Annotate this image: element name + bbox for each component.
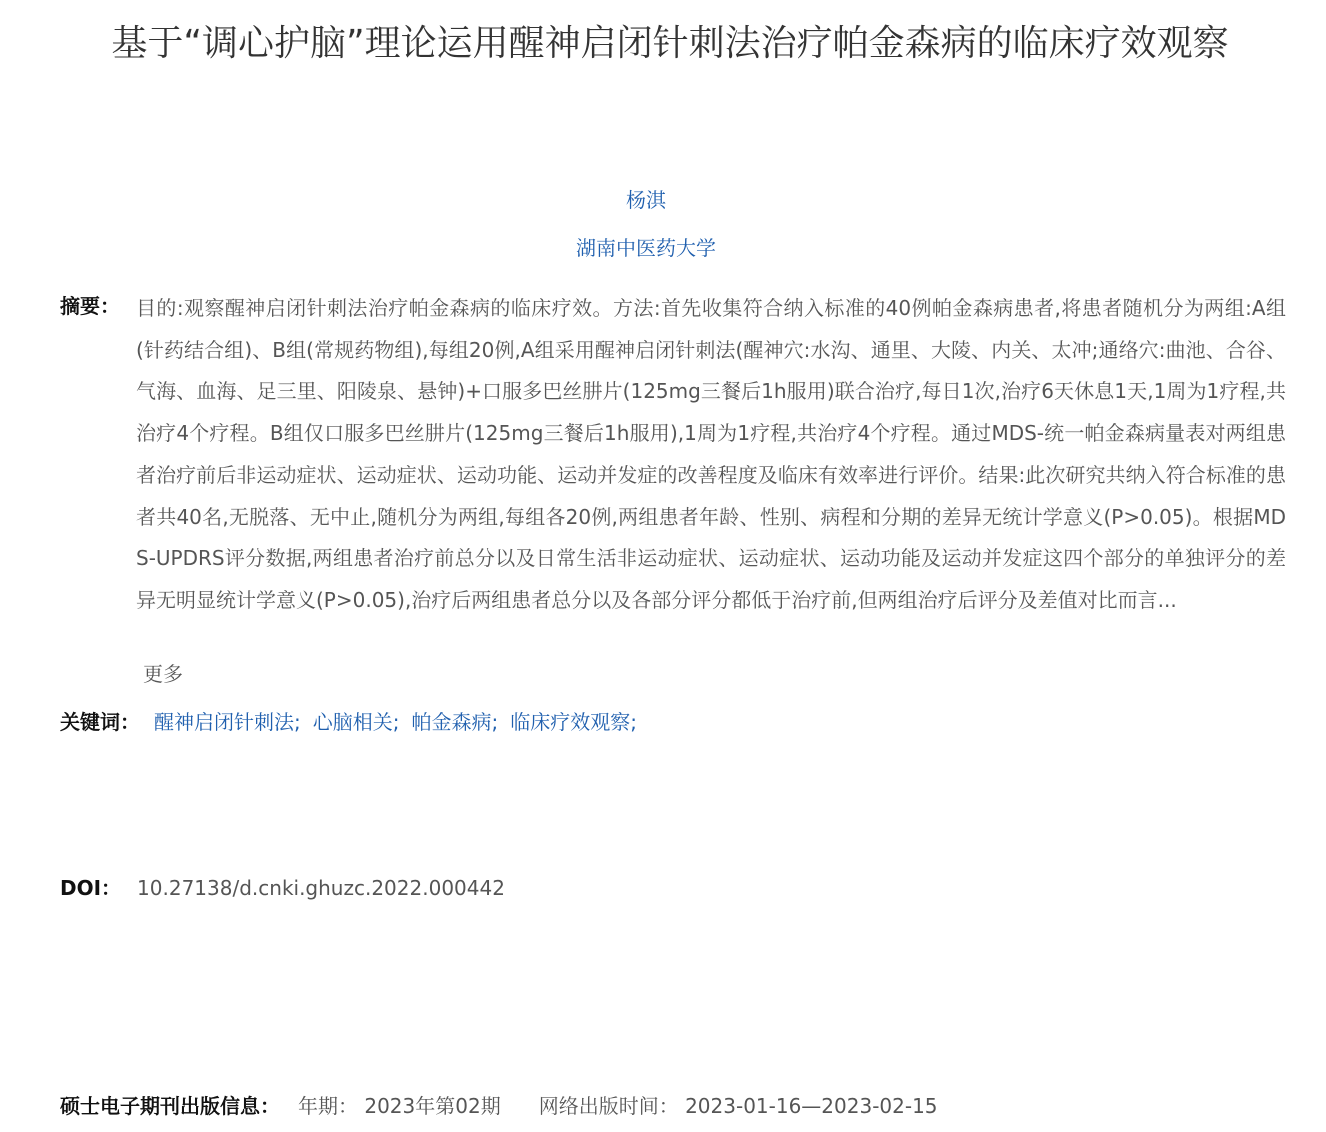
publication-info-row (60, 1090, 938, 1122)
doi-label: DOI： (60, 876, 122, 900)
abstract-text: 目的:观察醒神启闭针刺法治疗帕金森病的临床疗效。方法:首先收集符合纳入标准的40例帕金森病患者,将患者随机分为两组:A组(针药结合组)、B组(常规药物组),每组20例,A组采用醒神启闭针刺法(醒神穴:水沟、通里、大陵、内关、太冲;通络穴:曲池、合谷、气海、血海、足三里、阳陵泉、悬钟)+口服多巴丝肼片(125mg三餐后1h服用)联合治疗,每日1次,治疗6天休息1天,1周为1疗程,共治疗4个疗程。B组仅口服多巴丝肼片(125mg三餐后1h服用),1周为1疗程,共治疗4个疗程。通过MDS-统一帕金森病量表对两组患者治疗前后非运动症状、运动症状、运动功能、运动并发症的改善程度及临床有效率进行评价。结果:此次研究共纳入符合标准的患者共40名,无脱落、无中止,随机分为两组,每组各20例,两组患者年龄、性别、病程和分期的差异无统计学意义(P>0.05)。根据MDS-UPDRS评分数据,两组患者治疗前总分以及日常生活非运动症状、运动症状、运动功能及运动并发症这四个部分的单独评分的差异无明显统计学意义(P>0.05),治疗后两组患者总分以及各部分评分都低于治疗前,但两组治疗后评分及差值对比而言... (136, 296, 1286, 612)
publication-info-label: 硕士电子期刊出版信息： (60, 1094, 280, 1118)
keyword-link[interactable]: 醒神启闭针刺法; (154, 710, 301, 734)
publication-online-date: 网络出版时间： 2023-01-16—2023-02-15 (538, 1094, 938, 1118)
keyword-link[interactable]: 临床疗效观察; (510, 710, 637, 734)
keywords-row (60, 706, 649, 738)
more-button[interactable]: 更多 (143, 662, 183, 686)
abstract-label: 摘要： (60, 294, 120, 318)
organization-link[interactable]: 湖南中医药大学 (576, 236, 716, 260)
keywords-label: 关键词： (60, 710, 140, 734)
page-title: 基于“调心护脑”理论运用醒神启闭针刺法治疗帕金森病的临床疗效观察 (111, 23, 1229, 64)
keyword-link[interactable]: 帕金森病; (411, 710, 499, 734)
doi-row (60, 872, 505, 904)
keyword-link[interactable]: 心脑相关; (312, 710, 400, 734)
author-link[interactable]: 杨淇 (626, 188, 666, 212)
doi-value: 10.27138/d.cnki.ghuzc.2022.000442 (137, 876, 505, 900)
publication-issue: 年期： 2023年第02期 (298, 1094, 501, 1118)
